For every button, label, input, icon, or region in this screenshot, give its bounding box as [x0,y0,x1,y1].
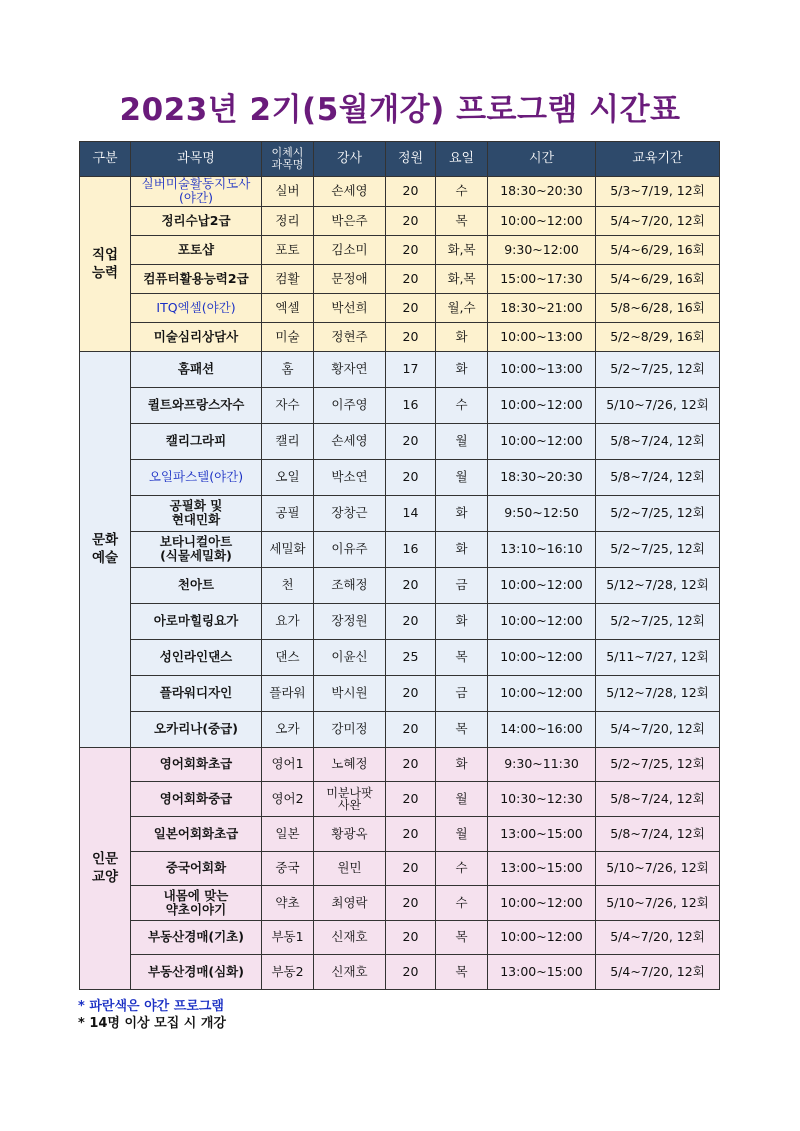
teacher-cell: 조해정 [314,567,386,603]
time-cell: 15:00~17:30 [488,264,596,293]
table-row [80,851,720,886]
teacher-cell: 정현주 [314,322,386,351]
day-cell: 월 [436,459,488,495]
table-row [80,816,720,851]
course-name-cell: 미술심리상담사 [131,322,262,351]
course-name-cell: 플라워디자인 [131,675,262,711]
period-cell: 5/8~7/24, 12회 [596,816,720,851]
period-cell: 5/8~7/24, 12회 [596,782,720,817]
time-cell: 18:30~20:30 [488,459,596,495]
period-cell: 5/10~7/26, 12회 [596,886,720,921]
table-row [80,955,720,990]
course-name-cell: 아로마힐링요가 [131,603,262,639]
time-cell: 10:00~12:00 [488,387,596,423]
day-cell: 화 [436,531,488,567]
course-name-cell: 실버미술활동지도사 (야간) [131,177,262,207]
teacher-cell: 미분나팟 사완 [314,782,386,817]
table-row [80,747,720,782]
period-cell: 5/8~7/24, 12회 [596,423,720,459]
capacity-cell: 20 [386,206,436,235]
short-name-cell: 중국 [262,851,314,886]
header-teacher: 강사 [314,142,386,177]
period-cell: 5/12~7/28, 12회 [596,567,720,603]
time-cell: 10:00~13:00 [488,322,596,351]
table-row [80,264,720,293]
course-name-cell: 홈패션 [131,351,262,387]
page-title: 2023년 2기(5월개강) 프로그램 시간표 [119,92,681,128]
day-cell: 화 [436,495,488,531]
course-name-cell: 중국어회화 [131,851,262,886]
course-name-cell: 보타니컬아트 (식물세밀화) [131,531,262,567]
time-cell: 10:00~12:00 [488,675,596,711]
capacity-cell: 16 [386,387,436,423]
course-name-cell: 내몸에 맞는 약초이야기 [131,886,262,921]
period-cell: 5/4~7/20, 12회 [596,711,720,747]
capacity-cell: 20 [386,177,436,207]
time-cell: 18:30~21:00 [488,293,596,322]
day-cell: 수 [436,886,488,921]
time-cell: 10:00~12:00 [488,603,596,639]
course-name-cell: 부동산경매(기초) [131,920,262,955]
short-name-cell: 천 [262,567,314,603]
table-row [80,206,720,235]
short-name-cell: 영어2 [262,782,314,817]
teacher-cell: 박시원 [314,675,386,711]
teacher-cell: 황광옥 [314,816,386,851]
capacity-cell: 16 [386,531,436,567]
teacher-cell: 장정원 [314,603,386,639]
course-name-cell: 포토샵 [131,235,262,264]
time-cell: 9:30~12:00 [488,235,596,264]
time-cell: 10:00~12:00 [488,423,596,459]
day-cell: 목 [436,920,488,955]
capacity-cell: 20 [386,782,436,817]
short-name-cell: 세밀화 [262,531,314,567]
short-name-cell: 오일 [262,459,314,495]
period-cell: 5/11~7/27, 12회 [596,639,720,675]
category-cell: 직업 능력 [80,177,131,352]
table-row [80,351,720,387]
day-cell: 금 [436,567,488,603]
short-name-cell: 자수 [262,387,314,423]
period-cell: 5/4~7/20, 12회 [596,955,720,990]
course-name-cell: 오카리나(중급) [131,711,262,747]
day-cell: 금 [436,675,488,711]
table-row [80,567,720,603]
teacher-cell: 박소연 [314,459,386,495]
short-name-cell: 실버 [262,177,314,207]
capacity-cell: 20 [386,264,436,293]
short-name-cell: 오카 [262,711,314,747]
teacher-cell: 원민 [314,851,386,886]
capacity-cell: 20 [386,711,436,747]
time-cell: 10:00~12:00 [488,567,596,603]
teacher-cell: 문정애 [314,264,386,293]
table-row [80,495,720,531]
teacher-cell: 박선희 [314,293,386,322]
table-row [80,459,720,495]
period-cell: 5/4~6/29, 16회 [596,235,720,264]
period-cell: 5/2~8/29, 16회 [596,322,720,351]
capacity-cell: 20 [386,920,436,955]
capacity-cell: 17 [386,351,436,387]
note-night-program: * 파란색은 야간 프로그램 [78,999,224,1014]
capacity-cell: 20 [386,816,436,851]
table-row [80,423,720,459]
course-name-cell: 정리수납2급 [131,206,262,235]
time-cell: 9:50~12:50 [488,495,596,531]
day-cell: 화 [436,603,488,639]
time-cell: 10:30~12:30 [488,782,596,817]
capacity-cell: 20 [386,459,436,495]
day-cell: 수 [436,851,488,886]
short-name-cell: 캘리 [262,423,314,459]
capacity-cell: 20 [386,603,436,639]
course-name-cell: 공필화 및 현대민화 [131,495,262,531]
course-name-cell: 일본어회화초급 [131,816,262,851]
notes [78,998,226,1032]
day-cell: 월 [436,782,488,817]
period-cell: 5/4~6/29, 16회 [596,264,720,293]
capacity-cell: 14 [386,495,436,531]
teacher-cell: 최영락 [314,886,386,921]
capacity-cell: 25 [386,639,436,675]
note-minimum-enrollment: * 14명 이상 모집 시 개강 [78,1016,226,1031]
time-cell: 10:00~12:00 [488,639,596,675]
course-name-cell: 컴퓨터활용능력2급 [131,264,262,293]
day-cell: 수 [436,387,488,423]
course-name-cell: 퀼트와프랑스자수 [131,387,262,423]
time-cell: 10:00~12:00 [488,920,596,955]
header-period: 교육기간 [596,142,720,177]
time-cell: 9:30~11:30 [488,747,596,782]
short-name-cell: 컴활 [262,264,314,293]
header-day: 요일 [436,142,488,177]
period-cell: 5/2~7/25, 12회 [596,603,720,639]
teacher-cell: 김소미 [314,235,386,264]
day-cell: 목 [436,639,488,675]
course-name-cell: 영어회화중급 [131,782,262,817]
teacher-cell: 장창근 [314,495,386,531]
day-cell: 화,목 [436,235,488,264]
course-name-cell: 성인라인댄스 [131,639,262,675]
time-cell: 10:00~13:00 [488,351,596,387]
teacher-cell: 이주영 [314,387,386,423]
header-course-name: 과목명 [131,142,262,177]
time-cell: 13:00~15:00 [488,955,596,990]
short-name-cell: 엑셀 [262,293,314,322]
table-row [80,293,720,322]
teacher-cell: 이유주 [314,531,386,567]
time-cell: 10:00~12:00 [488,206,596,235]
day-cell: 월 [436,423,488,459]
period-cell: 5/12~7/28, 12회 [596,675,720,711]
short-name-cell: 댄스 [262,639,314,675]
table-row [80,531,720,567]
table-row [80,782,720,817]
teacher-cell: 손세영 [314,177,386,207]
short-name-cell: 포토 [262,235,314,264]
day-cell: 월 [436,816,488,851]
header-category: 구분 [80,142,131,177]
day-cell: 월,수 [436,293,488,322]
short-name-cell: 부동1 [262,920,314,955]
period-cell: 5/2~7/25, 12회 [596,495,720,531]
table-row [80,920,720,955]
capacity-cell: 20 [386,293,436,322]
day-cell: 화 [436,747,488,782]
short-name-cell: 요가 [262,603,314,639]
capacity-cell: 20 [386,322,436,351]
table-row [80,886,720,921]
period-cell: 5/2~7/25, 12회 [596,531,720,567]
course-name-cell: 캘리그라피 [131,423,262,459]
table-header-row [80,142,720,177]
day-cell: 목 [436,955,488,990]
table-row [80,235,720,264]
short-name-cell: 일본 [262,816,314,851]
short-name-cell: 영어1 [262,747,314,782]
table-row [80,322,720,351]
table-row [80,675,720,711]
teacher-cell: 황자연 [314,351,386,387]
period-cell: 5/4~7/20, 12회 [596,206,720,235]
short-name-cell: 부동2 [262,955,314,990]
table-row [80,603,720,639]
period-cell: 5/2~7/25, 12회 [596,351,720,387]
day-cell: 목 [436,711,488,747]
period-cell: 5/8~7/24, 12회 [596,459,720,495]
teacher-cell: 강미정 [314,711,386,747]
header-short-name: 이체시 과목명 [262,142,314,177]
period-cell: 5/8~6/28, 16회 [596,293,720,322]
day-cell: 화 [436,351,488,387]
teacher-cell: 손세영 [314,423,386,459]
time-cell: 13:10~16:10 [488,531,596,567]
capacity-cell: 20 [386,851,436,886]
category-cell: 인문 교양 [80,747,131,989]
teacher-cell: 신재호 [314,955,386,990]
table-row [80,639,720,675]
course-name-cell: ITQ엑셀(야간) [131,293,262,322]
teacher-cell: 이윤신 [314,639,386,675]
short-name-cell: 미술 [262,322,314,351]
time-cell: 10:00~12:00 [488,886,596,921]
capacity-cell: 20 [386,235,436,264]
short-name-cell: 공필 [262,495,314,531]
course-name-cell: 천아트 [131,567,262,603]
time-cell: 18:30~20:30 [488,177,596,207]
course-name-cell: 오일파스텔(야간) [131,459,262,495]
header-capacity: 정원 [386,142,436,177]
time-cell: 13:00~15:00 [488,851,596,886]
capacity-cell: 20 [386,886,436,921]
period-cell: 5/3~7/19, 12회 [596,177,720,207]
table-row [80,387,720,423]
course-name-cell: 부동산경매(심화) [131,955,262,990]
teacher-cell: 노혜정 [314,747,386,782]
capacity-cell: 20 [386,747,436,782]
short-name-cell: 약초 [262,886,314,921]
day-cell: 목 [436,206,488,235]
time-cell: 13:00~15:00 [488,816,596,851]
capacity-cell: 20 [386,423,436,459]
period-cell: 5/2~7/25, 12회 [596,747,720,782]
short-name-cell: 정리 [262,206,314,235]
table-body [80,177,720,990]
period-cell: 5/10~7/26, 12회 [596,387,720,423]
day-cell: 화,목 [436,264,488,293]
teacher-cell: 박은주 [314,206,386,235]
time-cell: 14:00~16:00 [488,711,596,747]
course-name-cell: 영어회화초급 [131,747,262,782]
short-name-cell: 홈 [262,351,314,387]
short-name-cell: 플라워 [262,675,314,711]
capacity-cell: 20 [386,567,436,603]
table-row [80,177,720,207]
header-time: 시간 [488,142,596,177]
period-cell: 5/4~7/20, 12회 [596,920,720,955]
day-cell: 화 [436,322,488,351]
period-cell: 5/10~7/26, 12회 [596,851,720,886]
category-cell: 문화 예술 [80,351,131,747]
schedule-table [79,141,720,990]
day-cell: 수 [436,177,488,207]
teacher-cell: 신재호 [314,920,386,955]
capacity-cell: 20 [386,955,436,990]
capacity-cell: 20 [386,675,436,711]
table-row [80,711,720,747]
